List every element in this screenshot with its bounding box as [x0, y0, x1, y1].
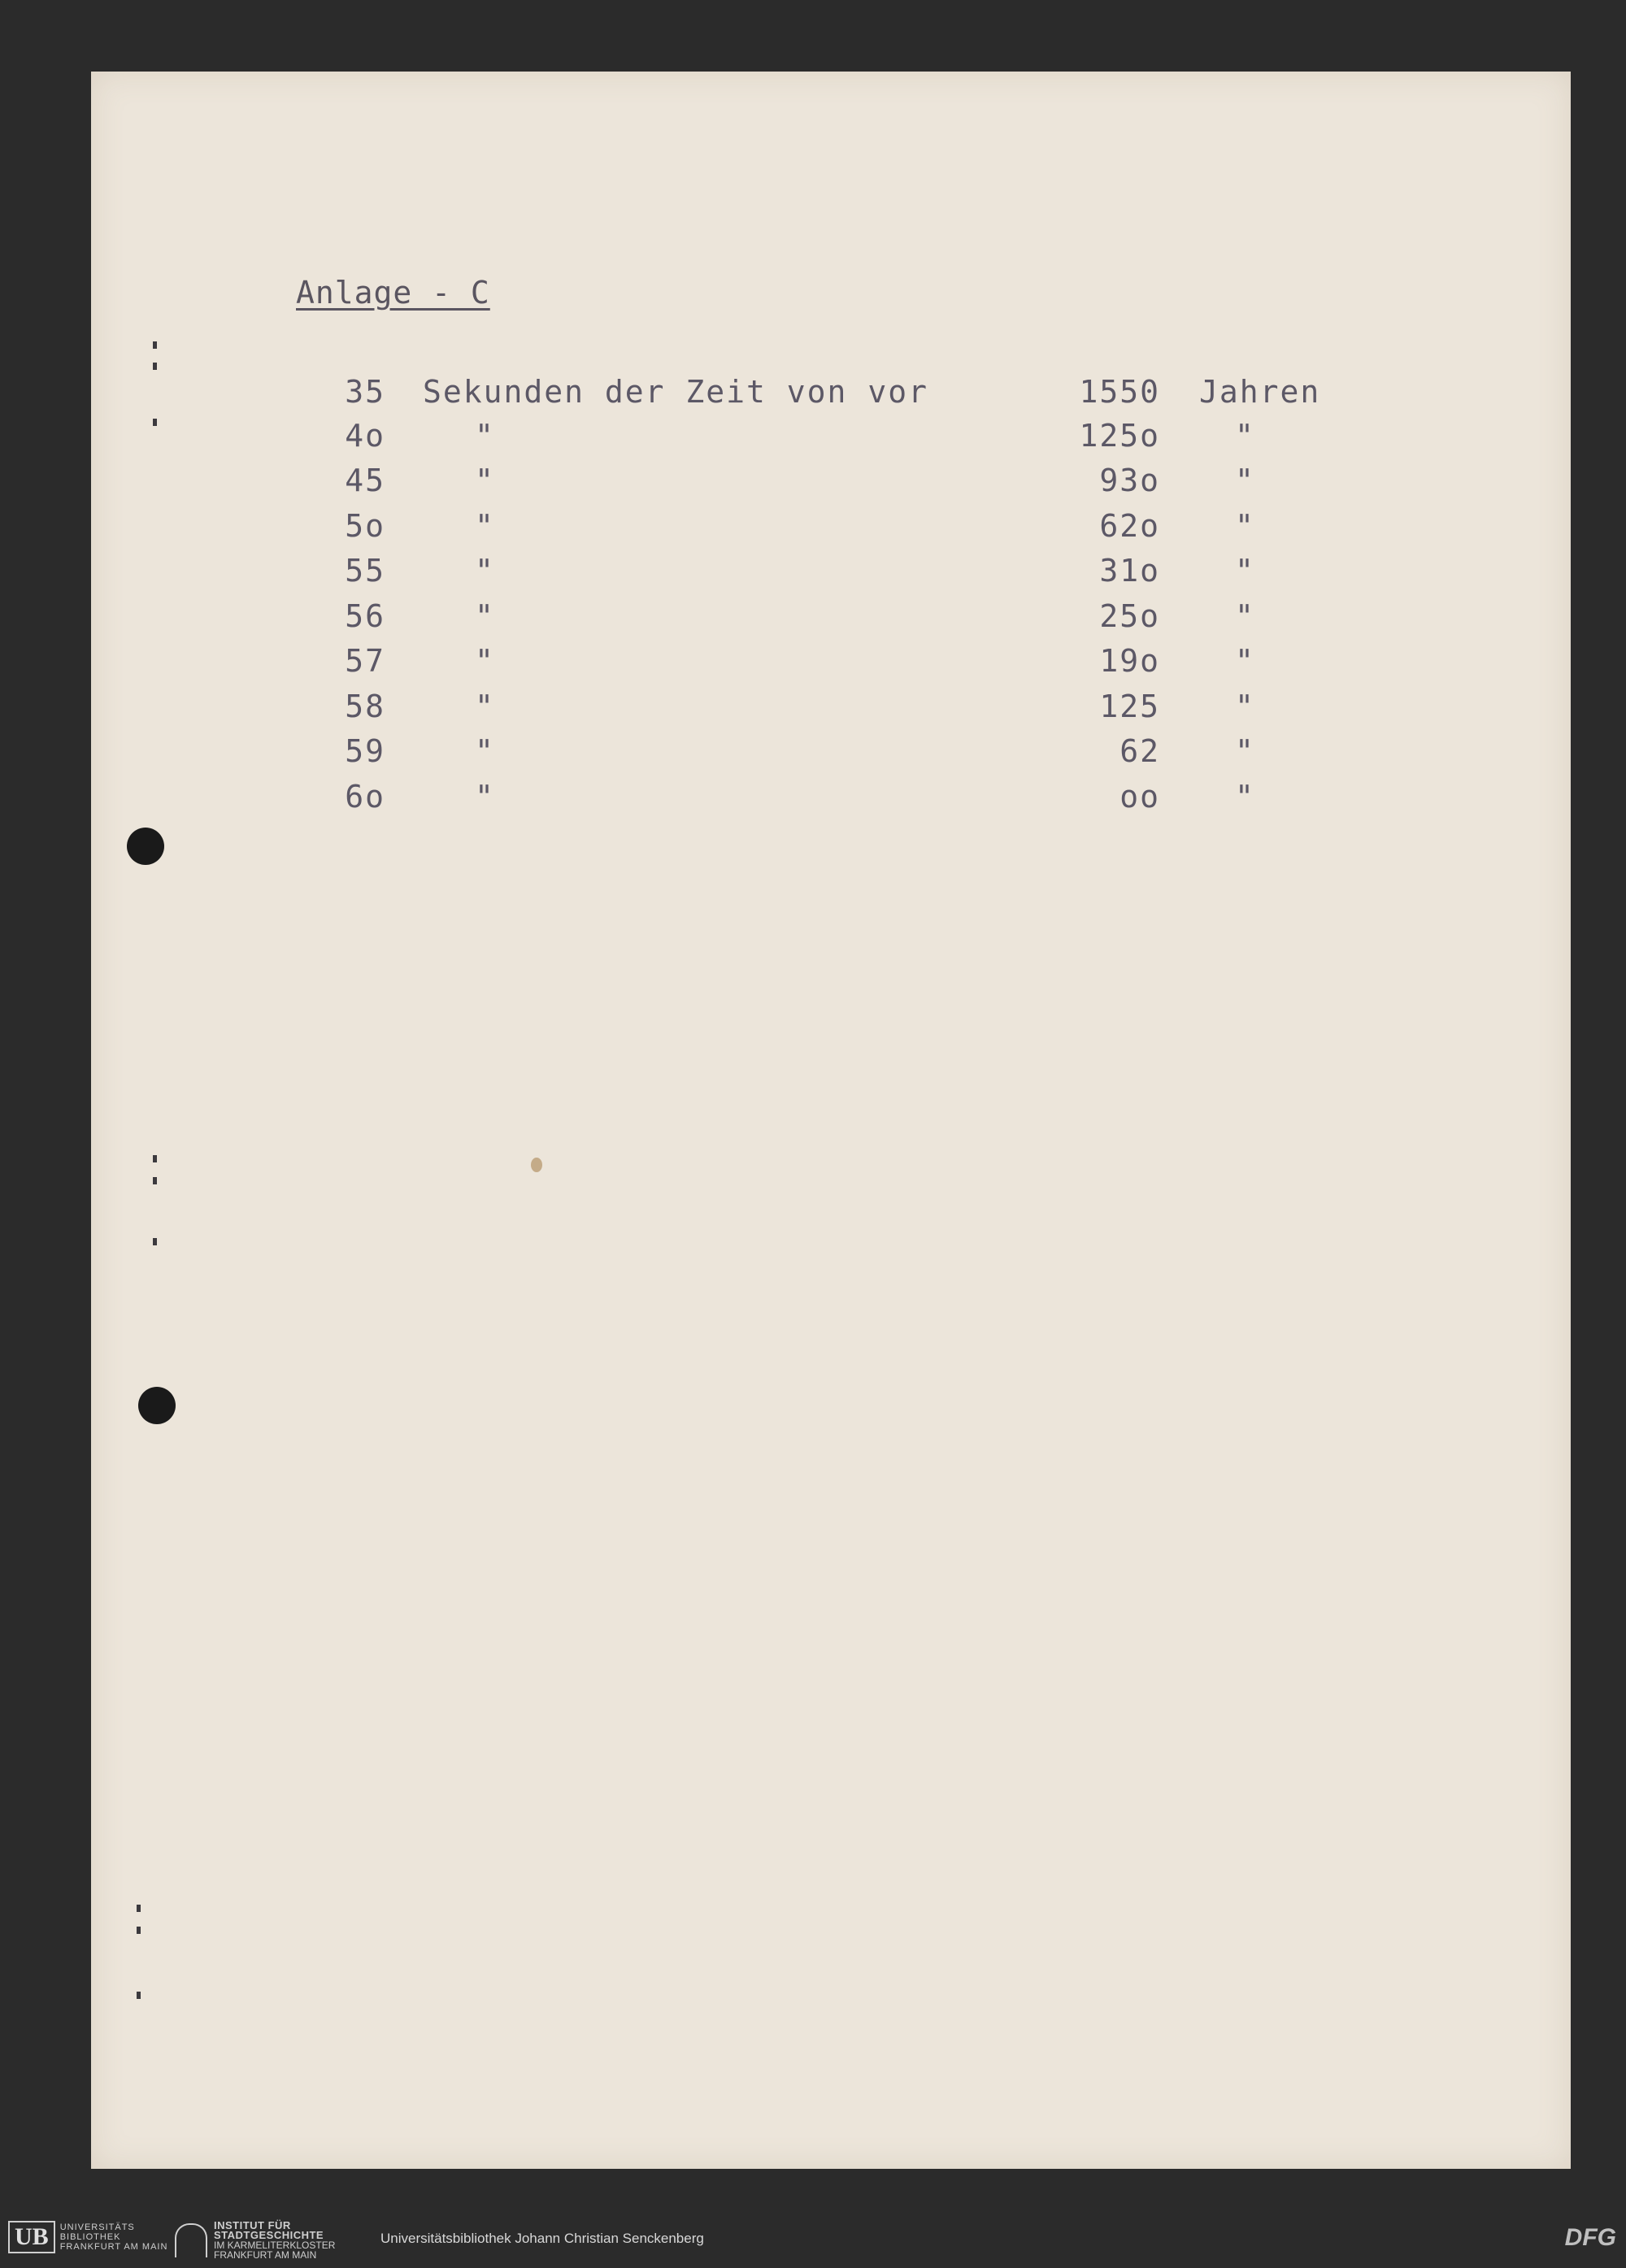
isg-logo-line: FRANKFURT AM MAIN — [214, 2249, 317, 2261]
ditto-mark: " — [1235, 643, 1255, 679]
ub-logo-line: UNIVERSITÄTS — [59, 2222, 135, 2232]
ditto-mark: " — [475, 689, 495, 724]
isg-logo-icon — [175, 2223, 207, 2257]
ditto-mark: " — [475, 508, 495, 544]
table-row — [91, 508, 1571, 554]
ditto-mark: " — [1235, 418, 1255, 454]
seconds-value: 35 — [345, 374, 385, 410]
years-value: 125o — [1079, 418, 1160, 454]
seconds-value: 55 — [345, 553, 385, 589]
ditto-mark: " — [1235, 463, 1255, 498]
binding-mark — [153, 1238, 157, 1245]
table-row — [91, 418, 1571, 463]
seconds-value: 5o — [345, 508, 385, 544]
dfg-logo: DFG — [1564, 2224, 1616, 2251]
years-value: 125 — [1099, 689, 1160, 724]
isg-logo-line: STADTGESCHICHTE — [214, 2229, 324, 2241]
ditto-mark: " — [475, 733, 495, 769]
binding-mark — [153, 419, 157, 426]
seconds-value: 56 — [345, 598, 385, 634]
binding-mark — [153, 1155, 157, 1162]
library-name: Universitätsbibliothek Johann Christian Senckenberg — [380, 2231, 704, 2246]
ub-logo-line: FRANKFURT AM MAIN — [59, 2242, 168, 2252]
binding-mark — [137, 1905, 141, 1912]
isg-logo-text — [214, 2221, 335, 2260]
row-text: Sekunden der Zeit von vor — [423, 374, 928, 410]
years-value: 31o — [1099, 553, 1160, 589]
footer-bar — [0, 2211, 1626, 2268]
isg-logo — [175, 2221, 335, 2260]
ditto-mark: " — [1235, 598, 1255, 634]
years-value: 93o — [1099, 463, 1160, 498]
punch-hole — [138, 1387, 176, 1424]
table-row — [91, 598, 1571, 644]
table-row — [91, 689, 1571, 734]
table-row — [91, 643, 1571, 689]
isg-logo-line: INSTITUT FÜR — [214, 2219, 291, 2231]
years-value: 1550 — [1079, 374, 1160, 410]
ditto-mark: " — [475, 598, 495, 634]
document-page — [91, 72, 1571, 2169]
seconds-value: 6o — [345, 779, 385, 815]
table-row — [91, 463, 1571, 508]
binding-mark — [137, 1927, 141, 1934]
ditto-mark: " — [475, 643, 495, 679]
ditto-mark: " — [475, 779, 495, 815]
binding-mark — [153, 363, 157, 370]
table-row — [91, 779, 1571, 824]
ditto-mark: " — [475, 463, 495, 498]
ub-logo — [8, 2221, 167, 2253]
binding-mark — [137, 1992, 141, 1999]
years-value: 62o — [1099, 508, 1160, 544]
ditto-mark: " — [1235, 508, 1255, 544]
ditto-mark: " — [1235, 779, 1255, 815]
ub-logo-mark: UB — [8, 2221, 55, 2253]
years-value: 25o — [1099, 598, 1160, 634]
seconds-value: 59 — [345, 733, 385, 769]
ditto-mark: " — [1235, 689, 1255, 724]
ditto-mark: " — [475, 418, 495, 454]
table-row — [91, 374, 1571, 419]
isg-logo-line: IM KARMELITERKLOSTER — [214, 2240, 336, 2251]
unit-text: Jahren — [1199, 374, 1321, 410]
seconds-value: 4o — [345, 418, 385, 454]
seconds-value: 58 — [345, 689, 385, 724]
seconds-value: 45 — [345, 463, 385, 498]
seconds-value: 57 — [345, 643, 385, 679]
binding-mark — [153, 1177, 157, 1184]
binding-mark — [153, 341, 157, 349]
table-row — [91, 553, 1571, 598]
ub-logo-text — [60, 2222, 168, 2252]
table-row — [91, 733, 1571, 779]
heading: Anlage - C — [296, 275, 490, 311]
years-value: 62 — [1120, 733, 1160, 769]
ditto-mark: " — [1235, 733, 1255, 769]
years-value: 19o — [1099, 643, 1160, 679]
ditto-mark: " — [1235, 553, 1255, 589]
years-value: oo — [1120, 779, 1160, 815]
ditto-mark: " — [475, 553, 495, 589]
punch-hole — [127, 828, 164, 865]
ub-logo-line: BIBLIOTHEK — [59, 2232, 121, 2242]
paper-stain — [531, 1158, 542, 1172]
